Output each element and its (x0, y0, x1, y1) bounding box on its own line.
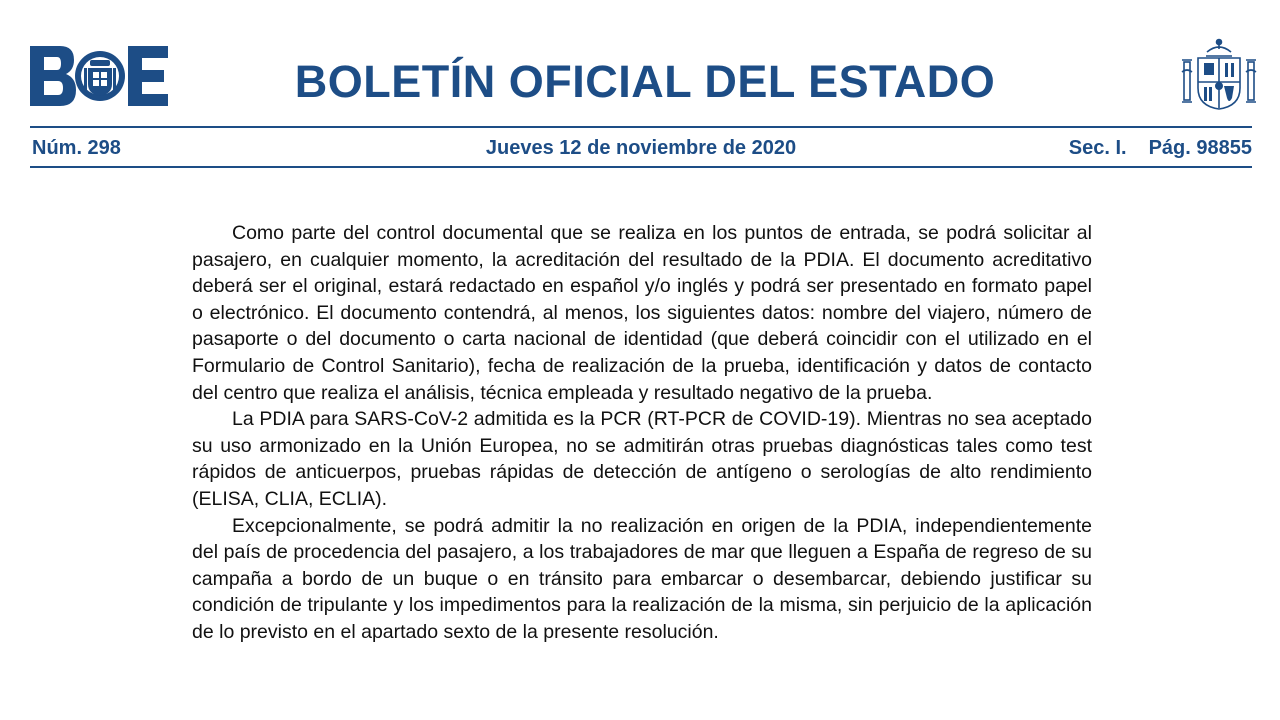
spanish-coat-of-arms-icon (1180, 36, 1258, 112)
boe-logo (30, 46, 168, 106)
masthead-title: BOLETÍN OFICIAL DEL ESTADO (294, 56, 996, 107)
issue-date: Jueves 12 de noviembre de 2020 (485, 137, 797, 159)
issue-section: Sec. I. (1068, 137, 1127, 159)
header-rule-bottom (30, 166, 1252, 168)
issue-number: Núm. 298 (32, 137, 121, 159)
boe-logo-icon (30, 46, 168, 106)
issue-page: Pág. 98855 (1148, 137, 1252, 159)
issue-bar (30, 134, 1252, 162)
issue-section-page (1069, 134, 1252, 162)
paragraph: La PDIA para SARS-CoV-2 admitida es la PCR (RT-PCR de COVID-19). Mientras no sea aceptado su uso armonizado en la Unión Europea, no se admitirán otras pruebas diagnósticas tales como test rápidos de anticuerpos, pruebas rápidas de detección de antígeno o serologías de alto rendimiento (ELISA, CLIA, ECLIA). (192, 408, 1092, 510)
paragraph: Excepcionalmente, se podrá admitir la no realización en origen de la PDIA, independientemente del país de procedencia del pasajero, a los trabajadores de mar que lleguen a España de regreso de su campaña a bordo de un buque o en tránsito para embarcar o desembarcar, debiendo justificar su condición de tripulante y los impedimentos para la realización de la misma, sin perjuicio de la aplicación de lo previsto en el apartado sexto de la presente resolución. (192, 514, 1092, 643)
paragraph: Como parte del control documental que se realiza en los puntos de entrada, se podrá solicitar al pasajero, en cualquier momento, la acreditación del resultado de la PDIA. El documento acreditativo deberá ser el original, estará redactado en español y/o inglés y podrá ser presentado en formato papel o electrónico. El documento contendrá, al menos, los siguientes datos: nombre del viajero, número de pasaporte o del documento o carta nacional de identidad (que deberá coincidir con el utilizado en el Formulario de Control Sanitario), fecha de realización de la prueba, identificación y datos de contacto del centro que realiza el análisis, técnica empleada y resultado negativo de la prueba. (192, 222, 1092, 404)
document-body (192, 220, 1092, 646)
header-rule-top (30, 126, 1252, 128)
